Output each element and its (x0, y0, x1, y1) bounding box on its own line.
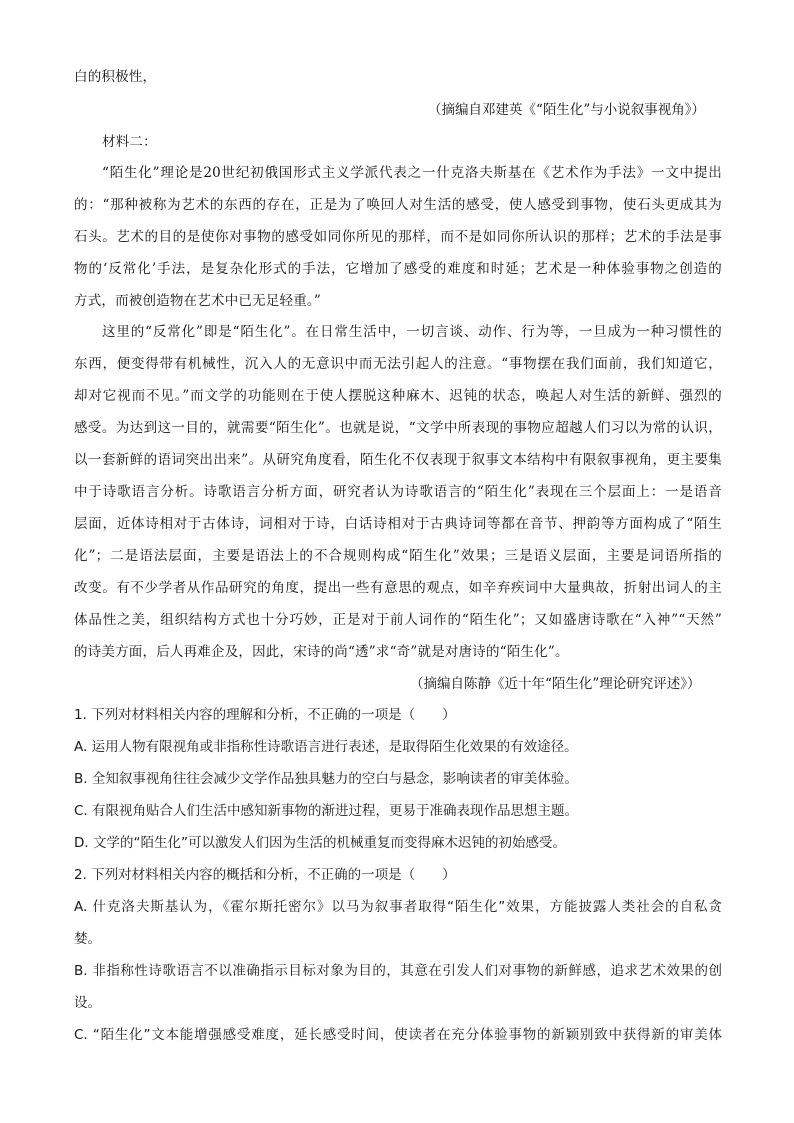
question-option: A. 运用人物有限视角或非指称性诗歌语言进行表述，是取得陌生化效果的有效途径。 (74, 739, 578, 755)
question-option: A. 什克洛夫斯基认为，《霍尔斯托密尔》以马为叙事者取得“陌生化”效果，方能披露人类社会的自私贪 (74, 899, 722, 915)
question-option-cont: 设。 (74, 995, 101, 1011)
passage-line: “陌生化”理论是20世纪初俄国形式主义学派代表之一什克洛夫斯基在《艺术作为手法》一文中提出 (102, 165, 722, 181)
passage-line: 以一套新鲜的语词突出出来”。从研究角度看，陌生化不仅表现于叙事文本结构中有限叙事视角，更主要集 (74, 452, 722, 468)
passage-line: 物的‘反常化’手法，是复杂化形式的手法，它增加了感受的难度和时延；艺术是一种体验事物之创造的 (74, 261, 722, 277)
passage-line: 的：“那种被称为艺术的东西的存在，正是为了唤回人对生活的感受，使人感受到事物，使石头更成其为 (74, 197, 722, 213)
passage-line: 白的积极性， (74, 69, 157, 85)
passage-line: 方式，而被创造物在艺术中已无足轻重。” (74, 293, 321, 309)
material-heading: 材料二： (102, 134, 157, 150)
passage-line: 改变。有不少学者从作品研究的角度，提出一些有意思的观点，如辛弃疾词中大量典故，折射出词人的主 (74, 580, 722, 596)
passage-line: 中于诗歌语言分析。诗歌语言分析方面，研究者认为诗歌语言的“陌生化”表现在三个层面上：一是语音 (74, 484, 722, 500)
passage-line: 的诗美方面，后人再难企及，因此，宋诗的尚“透”求“奇”就是对唐诗的“陌生化”。 (74, 644, 569, 660)
question-option: C. 有限视角贴合人们生活中感知新事物的渐进过程，更易于准确表现作品思想主题。 (74, 803, 579, 819)
question-1-stem: 1. 下列对材料相关内容的理解和分析，不正确的一项是（ ） (74, 707, 456, 723)
question-option: B. 全知叙事视角往往会减少文学作品独具魅力的空白与悬念，影响读者的审美体验。 (74, 771, 578, 787)
passage-line: 体品性之美，组织结构方式也十分巧妙，正是对于前人词作的“陌生化”；又如盛唐诗歌在“入神”“天然” (74, 612, 722, 628)
passage-line: 这里的“反常化”即是“陌生化”。在日常生活中，一切言谈、动作、行为等，一旦成为一种习惯性的 (102, 324, 722, 340)
source-citation: （摘编自邓建英《“陌生化”与小说叙事视角》） (428, 102, 706, 118)
question-option: B. 非指称性诗歌语言不以准确指示目标对象为目的，其意在引发人们对事物的新鲜感，追求艺术效果的创 (74, 963, 722, 979)
question-2-stem: 2. 下列对材料相关内容的概括和分析，不正确的一项是（ ） (74, 867, 456, 883)
question-option-cont: 婪。 (74, 931, 101, 947)
passage-line: 石头。艺术的目的是使你对事物的感受如同你所见的那样，而不是如同你所认识的那样；艺术的手法是事 (74, 229, 722, 245)
passage-line: 层面，近体诗相对于古体诗，词相对于诗，白话诗相对于古典诗词等都在音节、押韵等方面构成了“陌生 (74, 516, 722, 532)
passage-line: 东西，便变得带有机械性，沉入人的无意识中而无法引起人的注意。“事物摆在我们面前，我们知道它， (74, 356, 722, 372)
passage-line: 却对它视而不见。”而文学的功能则在于使人摆脱这种麻木、迟钝的状态，唤起人对生活的新鲜、强烈的 (74, 388, 722, 404)
source-citation: （摘编自陈静《近十年“陌生化”理论研究评述》） (410, 676, 701, 692)
passage-line: 感受。为达到这一目的，就需要“陌生化”。也就是说，“文学中所表现的事物应超越人们习以为常的认识， (74, 420, 722, 436)
passage-line: 化”；二是语法层面，主要是语法上的不合规则构成“陌生化”效果；三是语义层面，主要是词语所指的 (74, 548, 722, 564)
question-option: C. “陌生化”文本能增强感受难度，延长感受时间，使读者在充分体验事物的新颖别致中获得新的审美体 (74, 1027, 722, 1043)
question-option: D. 文学的“陌生化”可以激发人们因为生活的机械重复而变得麻木迟钝的初始感受。 (74, 835, 566, 851)
